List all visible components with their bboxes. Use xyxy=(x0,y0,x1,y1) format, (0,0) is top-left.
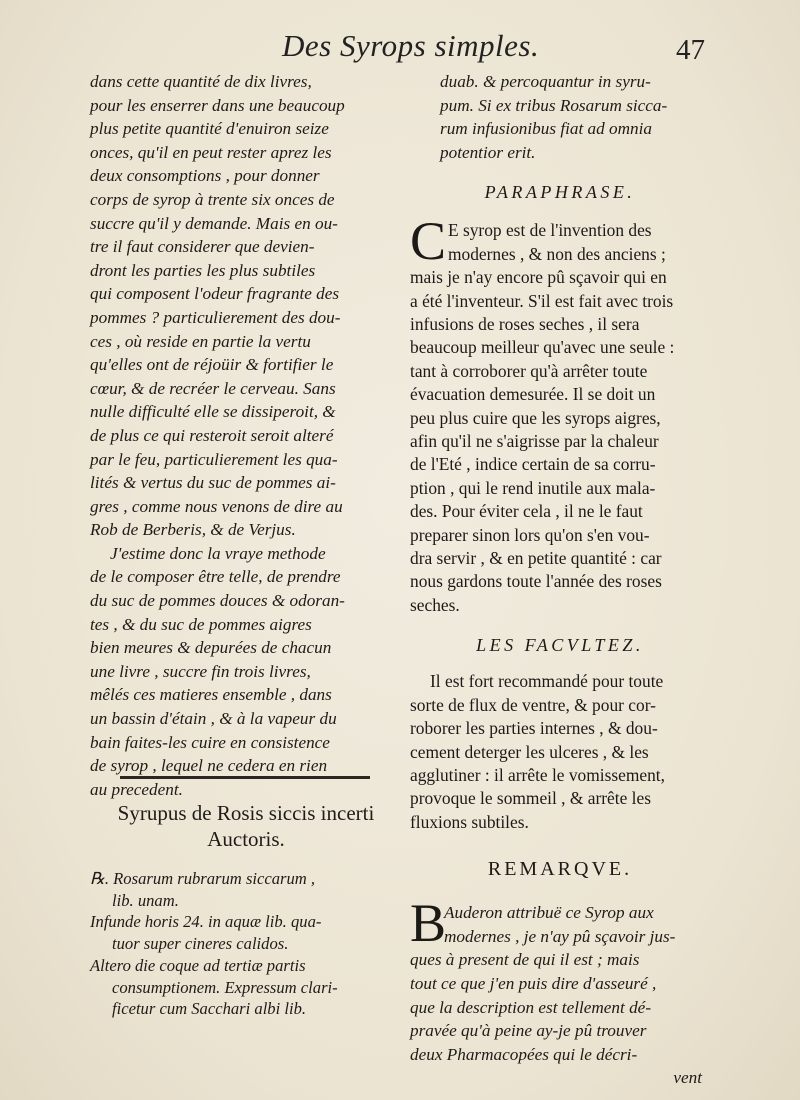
section-divider xyxy=(120,776,370,779)
text-line: duab. & percoquantur in syru- xyxy=(440,72,651,91)
remarque-paragraph xyxy=(410,893,710,1090)
text-line: une livre , succre fin trois livres, xyxy=(90,661,311,681)
text-line: peu plus cuire que les syrops aigres, xyxy=(410,407,661,428)
text-line: des. Pour éviter cela , il ne le faut xyxy=(410,501,643,522)
text-line: pommes ? particulierement des dou- xyxy=(90,307,341,327)
text-line: tout ce que j'en puis dire d'asseuré , xyxy=(410,973,657,993)
text-line: plus petite quantité d'enuiron seize xyxy=(90,119,329,139)
text-line: gres , comme nous venons de dire au xyxy=(90,496,343,516)
left-paragraph-2 xyxy=(90,542,402,802)
text-line: bien meures & depurées de chacun xyxy=(90,638,332,658)
text-line: deux consomptions , pour donner xyxy=(90,166,320,186)
latin-recipe-title xyxy=(90,800,402,852)
text-line: de syrop , lequel ne cedera en rien xyxy=(90,756,328,776)
text-line: de l'Eté , indice certain de sa corru- xyxy=(410,454,656,475)
text-line: qui composent l'odeur fragrante des xyxy=(90,284,340,304)
text-line: dra servir , & en petite quantité : car xyxy=(410,548,662,569)
text-line: J'estime donc la vraye methode xyxy=(110,543,326,563)
text-line: pravée qu'à peine ay-je pû trouver xyxy=(410,1021,647,1041)
text-line: rum infusionibus fiat ad omnia xyxy=(440,119,652,139)
latin-continuation xyxy=(410,70,710,164)
text-line: mêlés ces matieres ensemble , dans xyxy=(90,685,332,705)
text-line: dront les parties les plus subtiles xyxy=(90,260,316,280)
text-line: de le composer être telle, de prendre xyxy=(90,567,341,587)
text-line: onces, qu'il en peut rester aprez les xyxy=(90,142,332,162)
text-line: tes , & du suc de pommes aigres xyxy=(90,614,312,634)
text-line: Altero die coque ad tertiæ partis xyxy=(90,955,306,975)
text-line: infusions de roses seches , il sera xyxy=(410,314,640,334)
text-line: preparer sinon lors qu'on s'en vou- xyxy=(410,524,650,545)
drop-cap: B xyxy=(410,893,447,954)
facultez-paragraph xyxy=(410,670,710,834)
page-number: 47 xyxy=(676,34,705,66)
text-line: nous gardons toute l'année des roses xyxy=(410,571,662,592)
text-line: de plus ce qui resteroit seroit alteré xyxy=(90,425,334,445)
left-paragraph-1 xyxy=(90,70,402,542)
text-line: consumptionem. Expressum clari- xyxy=(112,977,338,997)
text-line: bain faites-les cuire en consistence xyxy=(90,732,330,752)
left-column xyxy=(90,70,402,801)
text-line: du suc de pommes douces & odoran- xyxy=(90,591,345,611)
text-line: beaucoup meilleur qu'avec une seule : xyxy=(410,337,675,358)
right-column xyxy=(410,70,710,1090)
text-line: cement deterger les ulceres , & les xyxy=(410,741,649,762)
text-line: E syrop est de l'invention des xyxy=(448,220,652,241)
remarque-heading: REMARQVE. xyxy=(487,858,633,881)
text-line: agglutiner : il arrête le vomissement, xyxy=(410,764,665,785)
text-line: tre il faut considerer que devien- xyxy=(90,237,315,257)
text-line: deux Pharmacopées qui le décri- xyxy=(410,1044,638,1064)
text-line: potentior erit. xyxy=(440,142,536,162)
text-line: provoque le sommeil , & arrête les xyxy=(410,788,651,809)
text-line: seches. xyxy=(410,594,460,615)
text-line: a été l'inventeur. S'il est fait avec trois xyxy=(410,290,674,311)
text-line: vent xyxy=(673,1068,702,1088)
text-line: succre qu'il y demande. Mais en ou- xyxy=(90,213,338,233)
text-line: lib. unam. xyxy=(112,890,179,910)
text-line: mais je n'ay encore pû sçavoir qui en xyxy=(410,267,667,288)
text-line: évacuation demesurée. Il se doit un xyxy=(410,384,656,405)
text-line: sorte de flux de ventre, & pour cor- xyxy=(410,694,656,715)
text-line: Auctoris. xyxy=(207,827,285,851)
text-line: lités & vertus du suc de pommes ai- xyxy=(90,473,336,493)
text-line: ℞. Rosarum rubrarum siccarum , xyxy=(90,869,316,888)
text-line: qu'elles ont de réjoüir & fortifier le xyxy=(90,355,334,375)
text-line: dans cette quantité de dix livres, xyxy=(90,72,312,91)
text-line: ces , où reside en partie la vertu xyxy=(90,331,311,351)
text-line: Auderon attribuë ce Syrop aux xyxy=(444,903,654,923)
text-line: Rob de Berberis, & de Verjus. xyxy=(90,520,296,540)
text-line: ques à present de qui il est ; mais xyxy=(410,950,640,970)
facultez-heading: LES FACVLTEZ. xyxy=(476,635,644,656)
text-line: modernes , & non des anciens ; xyxy=(448,243,666,264)
text-line: fluxions subtiles. xyxy=(410,811,529,832)
text-line: modernes , je n'ay pû sçavoir jus- xyxy=(444,926,676,946)
text-line: tuor super cineres calidos. xyxy=(112,934,289,954)
text-line: un bassin d'étain , & à la vapeur du xyxy=(90,709,337,729)
running-title: Des Syrops simples. xyxy=(282,28,540,63)
drop-cap: C xyxy=(410,211,447,272)
text-line: ption , qui le rend inutile aux mala- xyxy=(410,477,656,498)
text-line: nulle difficulté elle se dissiperoit, & xyxy=(90,402,336,422)
text-line: pum. Si ex tribus Rosarum sicca- xyxy=(440,95,668,115)
text-line: tant à corroborer qu'à arrêter toute xyxy=(410,360,648,381)
text-line: ficetur cum Sacchari albi lib. xyxy=(112,999,307,1019)
text-line: Infunde horis 24. in aquæ lib. qua- xyxy=(90,912,322,932)
text-line: par le feu, particulierement les qua- xyxy=(90,449,338,469)
paraphrase-paragraph xyxy=(410,211,710,617)
text-line: Syrupus de Rosis siccis incerti xyxy=(117,801,375,825)
paraphrase-heading: PARAPHRASE. xyxy=(484,182,636,203)
latin-recipe-body xyxy=(90,868,402,1020)
text-line: afin qu'il ne s'aigrisse par la chaleur xyxy=(410,431,659,452)
text-line: cœur, & de recréer le cerveau. Sans xyxy=(90,378,336,398)
text-line: roborer les parties internes , & dou- xyxy=(410,718,658,739)
text-line: Il est fort recommandé pour toute xyxy=(430,671,664,692)
text-line: que la description est tellement dé- xyxy=(410,997,652,1017)
text-line: corps de syrop à trente six onces de xyxy=(90,189,335,209)
text-line: au precedent. xyxy=(90,779,183,799)
text-line: pour les enserrer dans une beaucoup xyxy=(90,95,345,115)
